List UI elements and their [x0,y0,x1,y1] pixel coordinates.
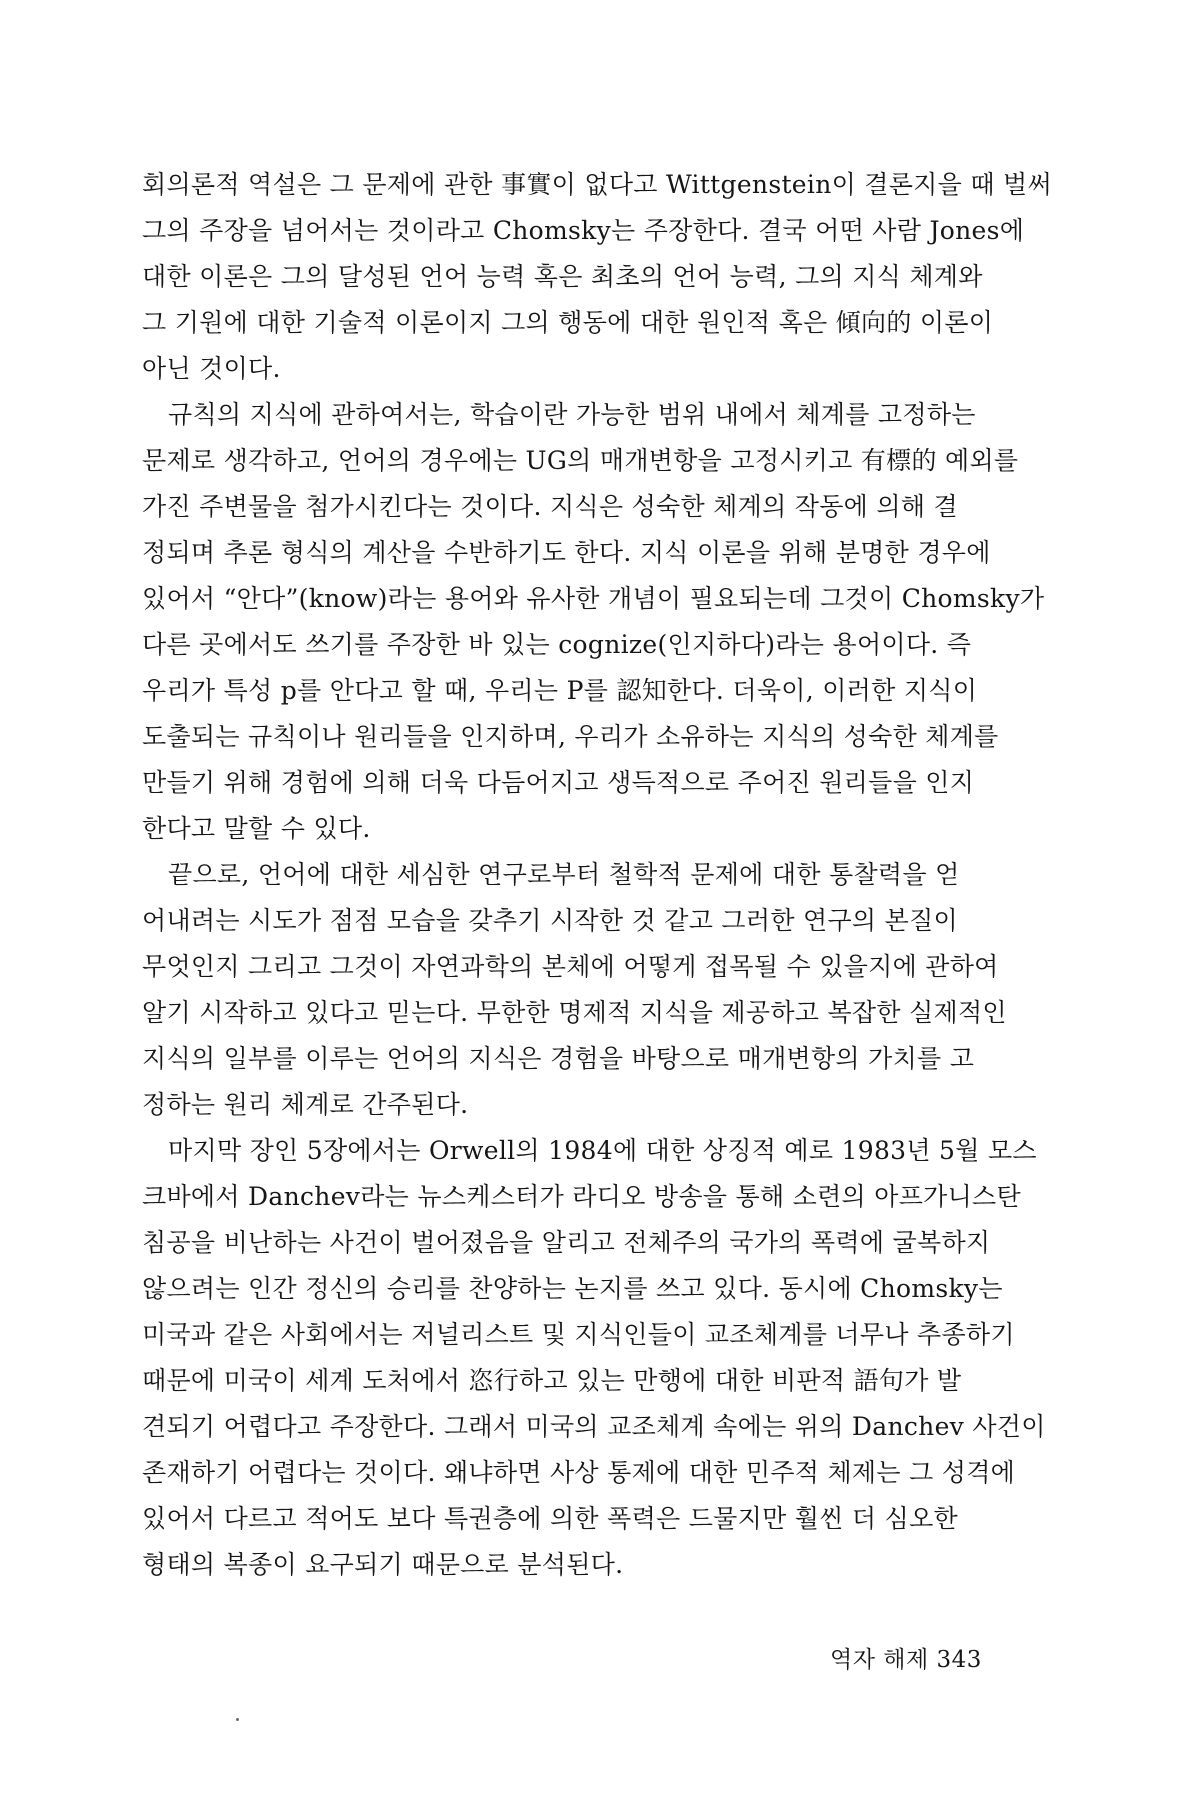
text-line: 미국과 같은 사회에서는 저널리스트 및 지식인들이 교조체계를 너무나 추종하기 [142,1320,1015,1349]
paragraph-first-line: 규칙의 지식에 관하여서는, 학습이란 가능한 범위 내에서 체계를 고정하는 [168,400,976,429]
text-line: 지식의 일부를 이루는 언어의 지식은 경험을 바탕으로 매개변항의 가치를 고 [142,1044,975,1073]
page-number: 343 [936,1647,982,1673]
text-line: 있어서 다르고 적어도 보다 특권층에 의한 폭력은 드물지만 훨씬 더 심오한 [142,1504,958,1533]
text-line: 그의 주장을 넘어서는 것이라고 Chomsky는 주장한다. 결국 어떤 사람 Jones에 [142,216,1025,245]
text-line: 견되기 어렵다고 주장한다. 그래서 미국의 교조체계 속에는 위의 Danchev 사건이 [142,1412,1046,1441]
page-footer [830,1643,982,1677]
text-line: 알기 시작하고 있다고 믿는다. 무한한 명제적 지식을 제공하고 복잡한 실제적인 [142,998,1007,1027]
text-line: 존재하기 어렵다는 것이다. 왜냐하면 사상 통제에 대한 민주적 체제는 그 성격에 [142,1458,1016,1487]
text-line: 가진 주변물을 첨가시킨다는 것이다. 지식은 성숙한 체계의 작동에 의해 결 [142,492,958,521]
text-line: 침공을 비난하는 사건이 벌어졌음을 알리고 전체주의 국가의 폭력에 굴복하지 [142,1228,991,1257]
scan-speck [236,1718,239,1721]
text-line: 한다고 말할 수 있다. [142,814,371,843]
text-line: 회의론적 역설은 그 문제에 관한 事實이 없다고 Wittgenstein이 결론지을 때 벌써 [142,170,1052,199]
text-line: 않으려는 인간 정신의 승리를 찬양하는 논지를 쓰고 있다. 동시에 Chomsky는 [142,1274,1003,1303]
text-line: 그 기원에 대한 기술적 이론이지 그의 행동에 대한 원인적 혹은 傾向的 이론이 [142,308,994,337]
paragraph-first-line: 마지막 장인 5장에서는 Orwell의 1984에 대한 상징적 예로 1983년 5월 모스 [168,1136,1037,1165]
text-line: 도출되는 규칙이나 원리들을 인지하며, 우리가 소유하는 지식의 성숙한 체계를 [142,722,999,751]
text-line: 때문에 미국이 세계 도처에서 恣行하고 있는 만행에 대한 비판적 語句가 발 [142,1366,962,1395]
text-line: 만들기 위해 경험에 의해 더욱 다듬어지고 생득적으로 주어진 원리들을 인지 [142,768,975,797]
text-line: 문제로 생각하고, 언어의 경우에는 UG의 매개변항을 고정시키고 有標的 예외를 [142,446,1019,475]
text-line: 무엇인지 그리고 그것이 자연과학의 본체에 어떻게 접목될 수 있을지에 관하여 [142,952,999,981]
text-line: 어내려는 시도가 점점 모습을 갖추기 시작한 것 같고 그러한 연구의 본질이 [142,906,958,935]
text-line: 정하는 원리 체계로 간주된다. [142,1090,469,1119]
text-line: 우리가 특성 p를 안다고 할 때, 우리는 P를 認知한다. 더욱이, 이러한 지식이 [142,676,978,705]
text-line: 대한 이론은 그의 달성된 언어 능력 혹은 최초의 언어 능력, 그의 지식 체계와 [142,262,983,291]
text-line: 형태의 복종이 요구되기 때문으로 분석된다. [142,1550,624,1579]
text-line: 크바에서 Danchev라는 뉴스케스터가 라디오 방송을 통해 소련의 아프가니스탄 [142,1182,1021,1211]
text-line: 정되며 추론 형식의 계산을 수반하기도 한다. 지식 이론을 위해 분명한 경우에 [142,538,991,567]
text-line: 있어서 “안다”(know)라는 용어와 유사한 개념이 필요되는데 그것이 Chomsky가 [142,584,1045,613]
text-line: 아닌 것이다. [142,354,281,383]
text-line: 다른 곳에서도 쓰기를 주장한 바 있는 cognize(인지하다)라는 용어이다. 즉 [142,630,972,659]
paragraph-first-line: 끝으로, 언어에 대한 세심한 연구로부터 철학적 문제에 대한 통찰력을 얻 [168,860,960,889]
running-title: 역자 해제 [830,1647,929,1673]
